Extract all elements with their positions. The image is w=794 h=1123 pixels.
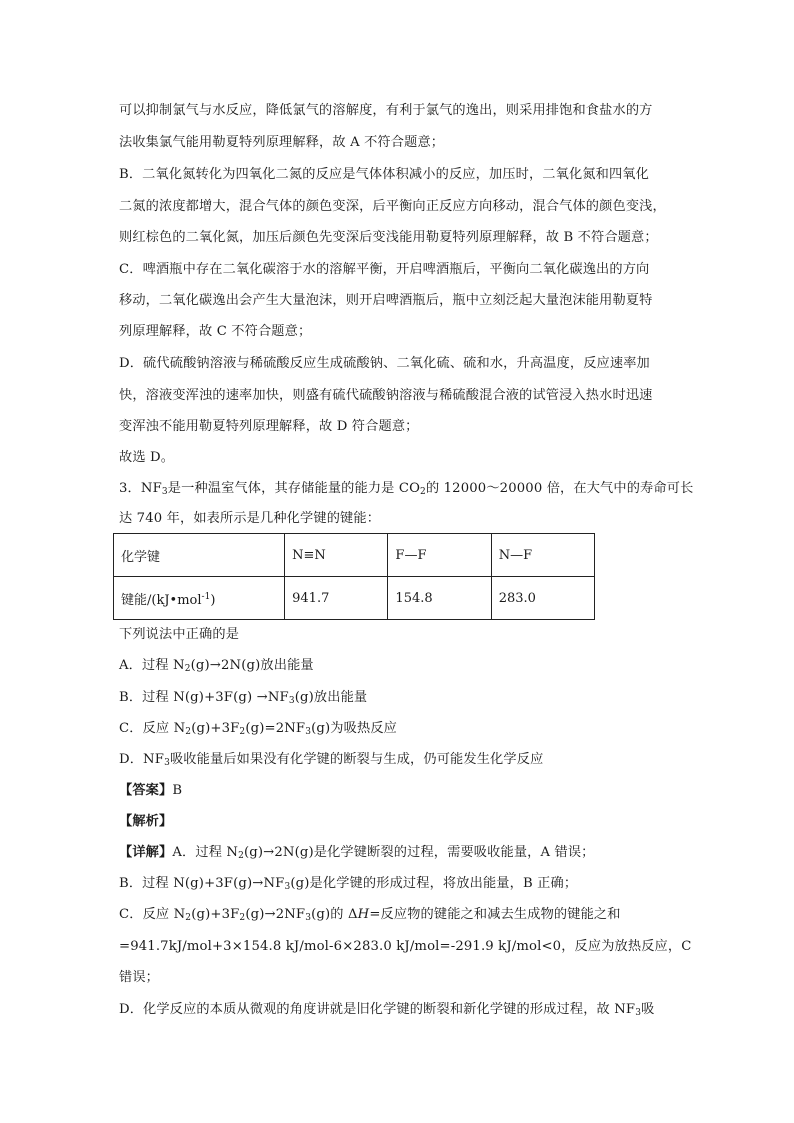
text-line: 达 740 年，如表所示是几种化学键的键能： — [119, 511, 381, 526]
choice-a: A．过程 $N_2(g)\to 2N(g)$放出能量 — [119, 658, 314, 674]
question-3-stem: 3．$NF_3$是一种温室气体，其存储能量的能力是 $CO_2$的 12000～20000 倍，在大气中的寿命可长 — [119, 481, 694, 497]
analysis-heading: 【解析】 — [119, 814, 173, 829]
table-cell: 283.0 — [491, 577, 594, 620]
detail-c: C．反应 $N_2(g)+3F_2(g)\to 2NF_3(g)$的 ΔH=反应物的键能之和减去生成物的键能之和 — [119, 907, 621, 923]
text-line: 移动，二氧化碳逸出会产生大量泡沫，则开启啤酒瓶后，瓶中立刻泛起大量泡沫能用勒夏特 — [119, 293, 653, 308]
detail-c-calculation: =941.7kJ/mol+3×154.8 kJ/mol-6×283.0 kJ/mol=-291.9 kJ/mol<0，反应为放热反应，C — [119, 939, 692, 954]
text-line: 错误； — [119, 970, 160, 985]
table-cell: 化学键 — [114, 534, 285, 577]
option-c-explanation: C．啤酒瓶中存在二氧化碳溶于水的溶解平衡，开启啤酒瓶后，平衡向二氧化碳逸出的方向 — [119, 262, 650, 277]
bond-energy-table — [113, 533, 595, 620]
table-row — [114, 577, 595, 620]
table-cell: N—F — [491, 534, 594, 577]
choice-d: D．$NF_3$吸收能量后如果没有化学键的断裂与生成，仍可能发生化学反应 — [119, 752, 544, 768]
text-line: 变浑浊不能用勒夏特列原理解释，故 D 符合题意； — [119, 419, 419, 434]
table-cell: 941.7 — [285, 577, 388, 620]
detail-d: D．化学反应的本质从微观的角度讲就是旧化学键的断裂和新化学键的形成过程，故 $NF_3$吸 — [119, 1002, 655, 1018]
option-d-explanation: D．硫代硫酸钠溶液与稀硫酸反应生成硫酸钠、二氧化硫、硫和水，升高温度，反应速率加 — [119, 356, 650, 371]
table-row — [114, 534, 595, 577]
table-cell: N≡N — [285, 534, 388, 577]
answer: 【答案】B — [119, 783, 183, 798]
table-cell: 154.8 — [388, 577, 491, 620]
table-cell: F—F — [388, 534, 491, 577]
option-b-explanation: B．二氧化氮转化为四氧化二氮的反应是气体体积减小的反应，加压时，二氧化氮和四氧化 — [119, 167, 649, 182]
text-line: 法收集氯气能用勒夏特列原理解释，故 A 不符合题意； — [119, 135, 445, 150]
detail-a: 【详解】A．过程 $N_2(g)\to 2N(g)$是化学键断裂的过程，需要吸收能量，A 错误； — [119, 845, 595, 861]
question-prompt: 下列说法中正确的是 — [119, 627, 240, 642]
choice-b: B．过程 $N(g)+3F(g) \to NF_3(g)$放出能量 — [119, 690, 368, 706]
text-line: 快，溶液变浑浊的速率加快，则盛有硫代硫酸钠溶液与稀硫酸混合液的试管浸入热水时迅速 — [119, 388, 653, 403]
table-cell: 键能/(kJ•mol$^{-1}$) — [114, 577, 285, 620]
conclusion: 故选 D。 — [119, 450, 175, 465]
text-line: 可以抑制氯气与水反应，降低氯气的溶解度，有利于氯气的逸出，则采用排饱和食盐水的方 — [119, 103, 653, 118]
text-line: 二氮的浓度都增大，混合气体的颜色变深，后平衡向正反应方向移动，混合气体的颜色变浅， — [119, 199, 666, 214]
detail-b: B．过程 $N(g)+3F(g)\to NF_3(g)$是化学键的形成过程，将放出能量，B 正确； — [119, 876, 578, 892]
text-line: 列原理解释，故 C 不符合题意； — [119, 324, 312, 339]
choice-c: C．反应 $N_2(g)+3F_2(g)=2NF_3(g)$为吸热反应 — [119, 721, 397, 737]
text-line: 则红棕色的二氧化氮，加压后颜色先变深后变浅能用勒夏特列原理解释，故 B 不符合题意； — [119, 230, 658, 245]
